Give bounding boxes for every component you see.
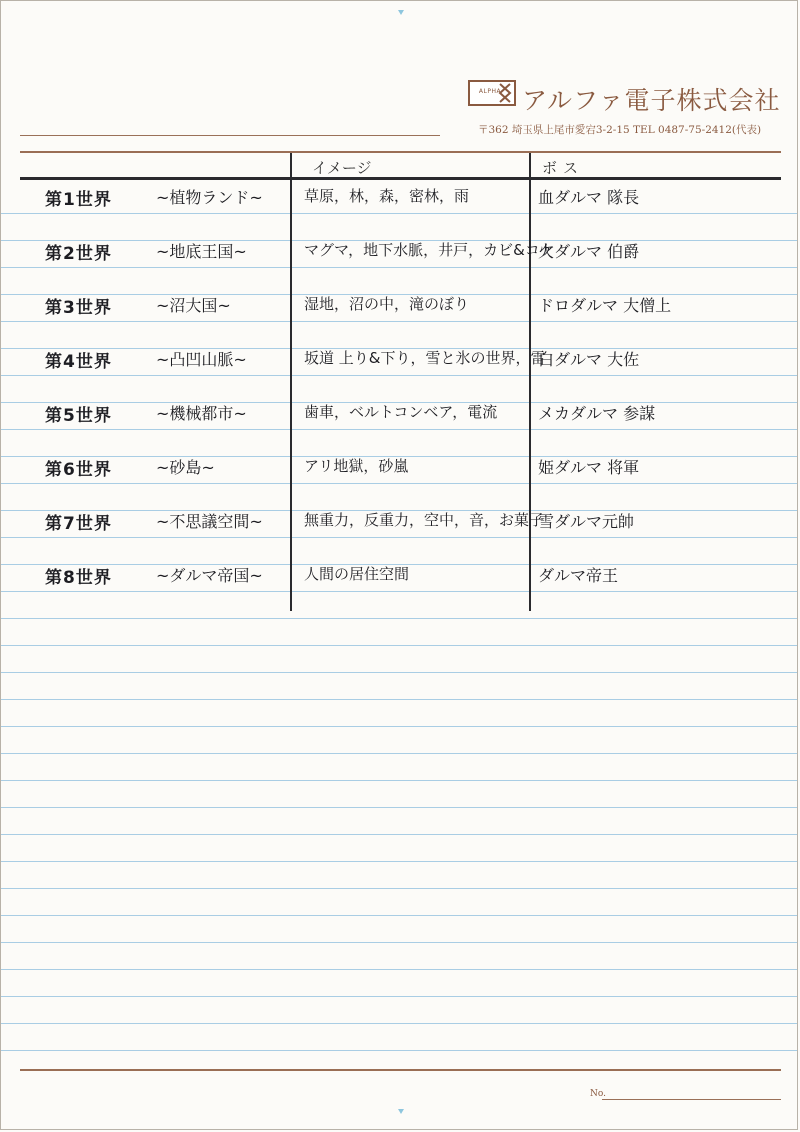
table-row bbox=[1, 401, 800, 441]
header-rule-left bbox=[20, 135, 440, 136]
company-name: アルファ電子株式会社 bbox=[522, 86, 781, 115]
world-boss: 血ダルマ 隊長 bbox=[538, 188, 640, 207]
page-number-label: No. bbox=[590, 1089, 606, 1099]
world-number: 第1世界 bbox=[45, 190, 112, 210]
world-number: 第7世界 bbox=[45, 514, 112, 534]
world-image: 人間の居住空間 bbox=[304, 565, 410, 583]
world-image: 坂道 上り&下り，雪と氷の世界，雷 bbox=[304, 349, 546, 367]
world-number: 第3世界 bbox=[45, 298, 112, 318]
world-number: 第8世界 bbox=[45, 568, 112, 588]
bottom-center-mark bbox=[398, 1109, 404, 1114]
table-row bbox=[1, 347, 800, 387]
world-image: 湿地，沼の中，滝のぼり bbox=[304, 295, 470, 313]
column-header-image: イメージ bbox=[312, 159, 372, 177]
company-logo bbox=[468, 80, 516, 106]
table-row bbox=[1, 509, 800, 549]
world-number: 第4世界 bbox=[45, 352, 112, 372]
world-number: 第6世界 bbox=[45, 460, 112, 480]
world-image: アリ地獄，砂嵐 bbox=[304, 457, 409, 475]
table-top-rule bbox=[20, 177, 781, 180]
world-title: ~機械都市~ bbox=[156, 404, 247, 423]
world-title: ~沼大国~ bbox=[156, 296, 231, 315]
world-boss: 火ダルマ 伯爵 bbox=[538, 242, 640, 261]
table-row bbox=[1, 185, 800, 225]
header-rule bbox=[20, 151, 781, 153]
world-number: 第5世界 bbox=[45, 406, 112, 426]
column-header-boss: ボス bbox=[542, 159, 585, 177]
world-image: マグマ，地下水脈，井戸，カビ&コケ bbox=[304, 241, 555, 259]
world-title: ~凸凹山脈~ bbox=[156, 350, 247, 369]
world-title: ~地底王国~ bbox=[156, 242, 247, 261]
world-title: ~砂島~ bbox=[156, 458, 215, 477]
world-boss: メカダルマ 参謀 bbox=[538, 404, 656, 423]
company-address: 〒362 埼玉県上尾市愛宕3-2-15 TEL 0487-75-2412(代表) bbox=[478, 124, 762, 136]
world-boss: ドロダルマ 大僧上 bbox=[538, 296, 672, 315]
world-boss: 雪ダルマ元帥 bbox=[538, 512, 635, 531]
world-title: ~植物ランド~ bbox=[156, 188, 263, 207]
table-row bbox=[1, 293, 800, 333]
top-center-mark bbox=[398, 10, 404, 15]
world-title: ~ダルマ帝国~ bbox=[156, 566, 263, 585]
table-row bbox=[1, 563, 800, 603]
world-image: 草原，林，森，密林，雨 bbox=[304, 187, 470, 205]
world-title: ~不思議空間~ bbox=[156, 512, 263, 531]
world-image: 無重力，反重力，空中，音，お菓子 bbox=[304, 511, 545, 529]
world-boss: 白ダルマ 大佐 bbox=[538, 350, 640, 369]
world-boss: ダルマ帝王 bbox=[538, 566, 619, 585]
world-boss: 姫ダルマ 将軍 bbox=[538, 458, 640, 477]
table-row bbox=[1, 239, 800, 279]
logo-text: ALPHA bbox=[478, 88, 502, 95]
page-number-line bbox=[602, 1099, 781, 1100]
footer-rule bbox=[20, 1069, 781, 1071]
world-image: 歯車，ベルトコンベア，電流 bbox=[304, 403, 498, 421]
table-row bbox=[1, 455, 800, 495]
world-number: 第2世界 bbox=[45, 244, 112, 264]
